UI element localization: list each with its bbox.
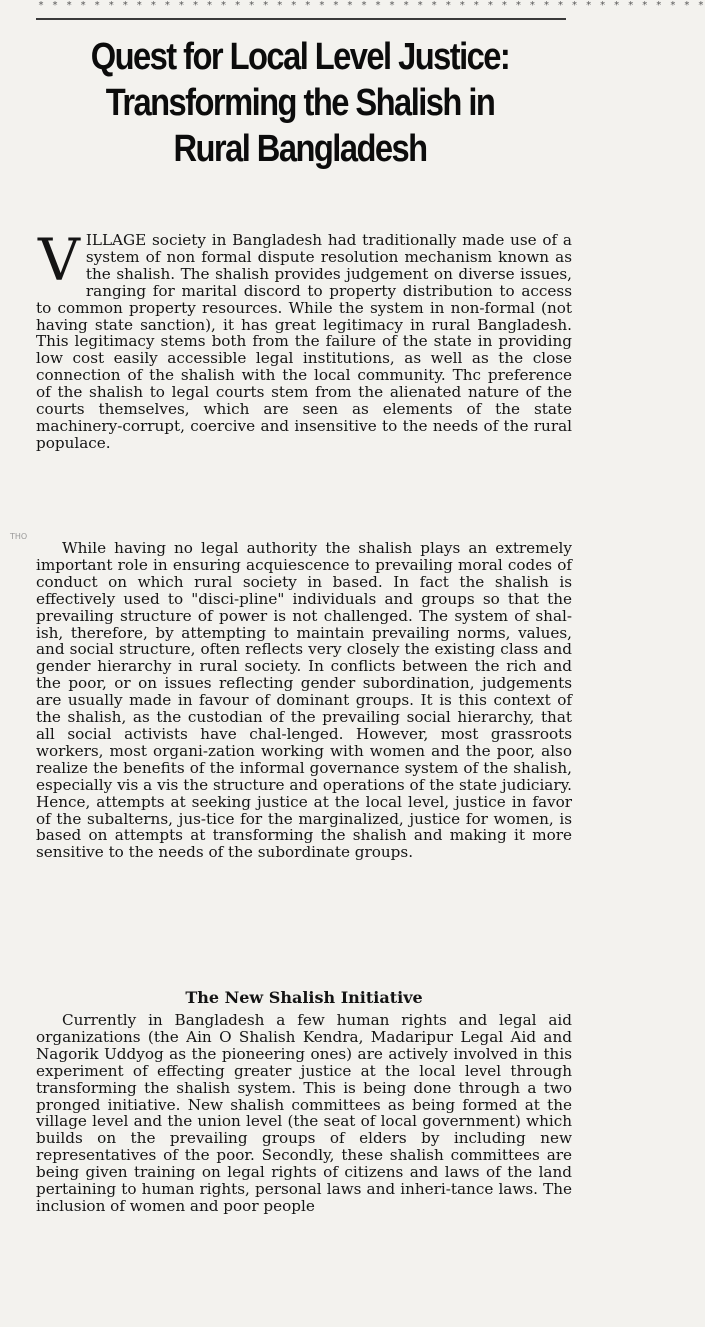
top-decoration: * * * * * * * * * * * * * * * * * * * * * * * * * * * * * * * * * * * * * * * * * * * * * * * * xyxy=(38,0,705,11)
margin-mark: THO xyxy=(10,532,28,541)
paragraph-3-block xyxy=(36,1012,572,1215)
headline-line-1: Quest for Local Level Justice: xyxy=(90,36,510,78)
paragraph-1-text: ILLAGE society in Bangladesh had traditionally made use of a system of non formal dispute resolution mechanism known as the shalish. The shalish provides judgement on diverse issues, ranging for marital discord to property distribution to access to common property resources. While the system in non-formal (not having state sanction), it has great legitimacy in rural Bangladesh. This legitimacy stems both from the failure of the state in providing low cost easily accessible legal institutions, as well as the close connection of the shalish with the local community. Thc preference of the shalish to legal courts stem from the alienated nature of the courts themselves, which are seen as elements of the state machinery-corrupt, coercive and insensitive to the needs of the rural populace. xyxy=(36,231,572,452)
paragraph-1 xyxy=(36,226,572,452)
section-subheading: The New Shalish Initiative xyxy=(185,988,423,1007)
paragraph-2-block xyxy=(36,540,572,861)
paragraph-1-block xyxy=(36,226,572,452)
top-rule xyxy=(36,18,566,20)
paragraph-2: While having no legal authority the shalish plays an extremely important role in ensuring acquiescence to prevailing moral codes of conduct on which rural society in based. In fact the shalish is effectively used to "disci-pline" individuals and groups so that the prevailing structure of power is not challenged. The system of shal-ish, therefore, by attempting to maintain prevailing norms, values, and social structure, often reflects very closely the existing class and gender hierarchy in rural society. In conflicts between the rich and the poor, or on issues reflecting gender subordination, judgements are usually made in favour of dominant groups. It is this context of the shalish, as the custodian of the prevailing social hierarchy, that all social activists have chal-lenged. However, most grassroots workers, most organi-zation working with women and the poor, also realize the benefits of the informal governance system of the shalish, especially vis a vis the structure and operations of the state judiciary. Hence, attempts at seeking justice at the local level, justice in favor of the subalterns, jus-tice for the marginalized, justice for women, is based on attempts at transforming the shalish and making it more sensitive to the needs of the subordinate groups. xyxy=(36,539,572,862)
headline-line-2: Transforming the Shalish in xyxy=(105,82,495,124)
article-headline xyxy=(68,34,532,172)
headline-line-3: Rural Bangladesh xyxy=(173,128,427,170)
drop-cap: V xyxy=(38,226,80,294)
paragraph-3: Currently in Bangladesh a few human rights and legal aid organizations (the Ain O Shalish Kendra, Madaripur Legal Aid and Nagorik Uddyog as the pioneering ones) are actively involved in this experiment of effecting greater justice at the local level through transforming the shalish system. This is being done through a two pronged initiative. New shalish committees as being formed at the village level and the union level (the seat of local government) which builds on the prevailing groups of elders by including new representatives of the poor. Secondly, these shalish committees are being given training on legal rights of citizens and laws of the land pertaining to human rights, personal laws and inheri-tance laws. The inclusion of women and poor people xyxy=(36,1011,572,1215)
